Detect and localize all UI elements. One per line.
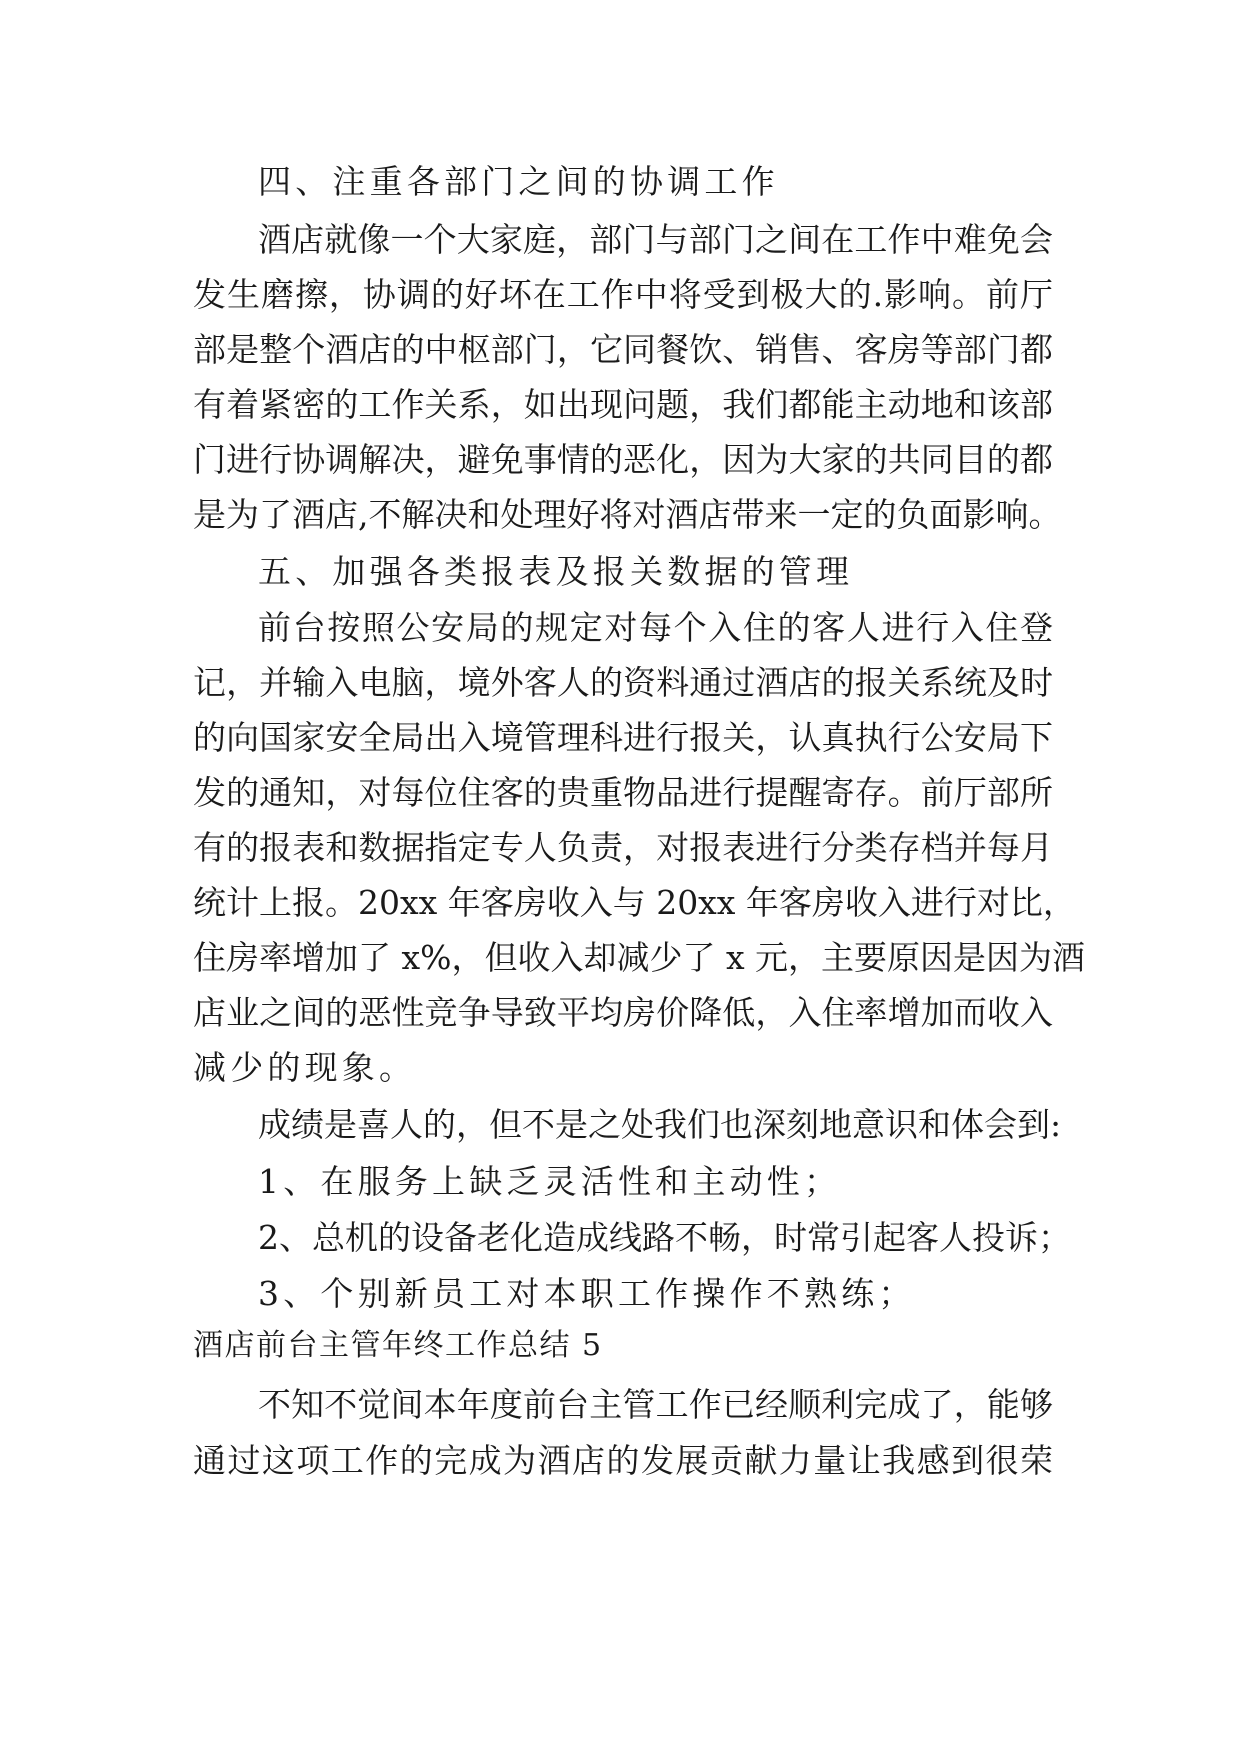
list-item: 1、在服务上缺乏灵活性和主动性； bbox=[258, 1162, 842, 1201]
paragraph-line: 有的报表和数据指定专人负责，对报表进行分类存档并每月 bbox=[193, 828, 1053, 867]
paragraph-line: 统计上报。20xx 年客房收入与 20xx 年客房收入进行对比， bbox=[193, 883, 1076, 922]
paragraph-line: 减少的现象。 bbox=[193, 1048, 417, 1087]
paragraph-line: 部是整个酒店的中枢部门，它同餐饮、销售、客房等部门都 bbox=[193, 330, 1053, 369]
paragraph-line: 发生磨擦，协调的好坏在工作中将受到极大的.影响。前厅 bbox=[193, 275, 1053, 314]
paragraph-line: 发的通知，对每位住客的贵重物品进行提醒寄存。前厅部所 bbox=[193, 773, 1053, 812]
paragraph-line: 成绩是喜人的，但不是之处我们也深刻地意识和体会到: bbox=[258, 1105, 1062, 1144]
paragraph-line: 是为了酒店,不解决和处理好将对酒店带来一定的负面影响。 bbox=[193, 495, 1062, 534]
list-item: 2、总机的设备老化造成线路不畅，时常引起客人投诉； bbox=[258, 1218, 1071, 1257]
paragraph-line: 住房率增加了 x%，但收入却减少了 x 元，主要原因是因为酒 bbox=[193, 938, 1086, 977]
list-item: 3、个别新员工对本职工作操作不熟练； bbox=[258, 1274, 916, 1313]
document-title: 酒店前台主管年终工作总结 5 bbox=[193, 1328, 603, 1363]
paragraph-line: 有着紧密的工作关系，如出现问题，我们都能主动地和该部 bbox=[193, 385, 1053, 424]
section-heading-5: 五、加强各类报表及报关数据的管理 bbox=[258, 552, 854, 591]
section-heading-4: 四、注重各部门之间的协调工作 bbox=[258, 162, 779, 201]
paragraph-line: 通过这项工作的完成为酒店的发展贡献力量让我感到很荣 bbox=[193, 1441, 1053, 1480]
paragraph-line: 记，并输入电脑，境外客人的资料通过酒店的报关系统及时 bbox=[193, 663, 1053, 702]
paragraph-line: 的向国家安全局出入境管理科进行报关，认真执行公安局下 bbox=[193, 718, 1053, 757]
paragraph-line: 门进行协调解决，避免事情的恶化，因为大家的共同目的都 bbox=[193, 440, 1053, 479]
paragraph-line: 店业之间的恶性竞争导致平均房价降低，入住率增加而收入 bbox=[193, 993, 1053, 1032]
paragraph-line: 前台按照公安局的规定对每个入住的客人进行入住登 bbox=[258, 608, 1053, 647]
paragraph-line: 酒店就像一个大家庭，部门与部门之间在工作中难免会 bbox=[258, 220, 1053, 259]
paragraph-line: 不知不觉间本年度前台主管工作已经顺利完成了，能够 bbox=[258, 1385, 1053, 1424]
